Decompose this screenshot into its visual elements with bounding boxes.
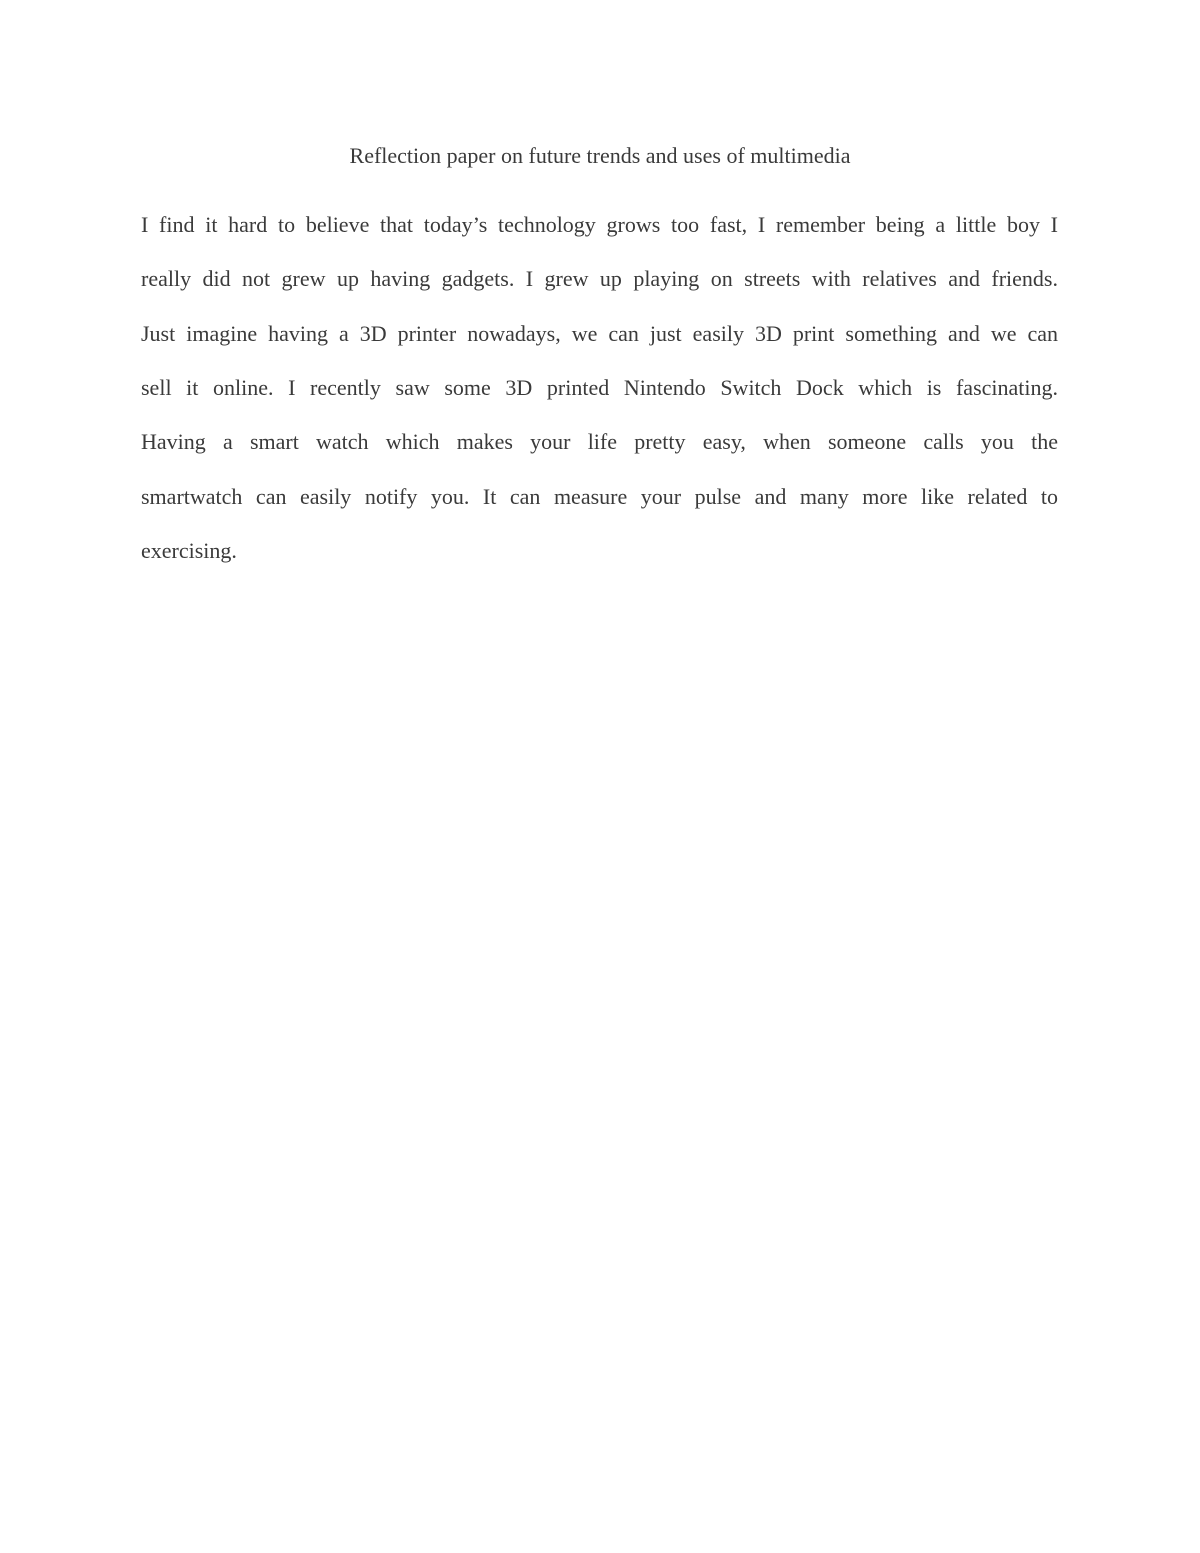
- paragraph-line: sell it online. I recently saw some 3D printed Nintendo Switch Dock which is fascinating.: [141, 375, 1058, 400]
- paragraph-line: smartwatch can easily notify you. It can measure your pulse and many more like related to: [141, 484, 1058, 509]
- paragraph-line: Having a smart watch which makes your life pretty easy, when someone calls you the: [141, 429, 1058, 454]
- paragraph-line: I find it hard to believe that today’s technology grows too fast, I remember being a little boy I: [141, 212, 1058, 237]
- document-title: Reflection paper on future trends and uses of multimedia: [349, 143, 851, 168]
- paragraph-line: really did not grew up having gadgets. I grew up playing on streets with relatives and friends.: [141, 266, 1058, 291]
- paragraph-line: exercising.: [141, 538, 237, 563]
- paragraph-line: Just imagine having a 3D printer nowadays, we can just easily 3D print something and we can: [141, 321, 1058, 346]
